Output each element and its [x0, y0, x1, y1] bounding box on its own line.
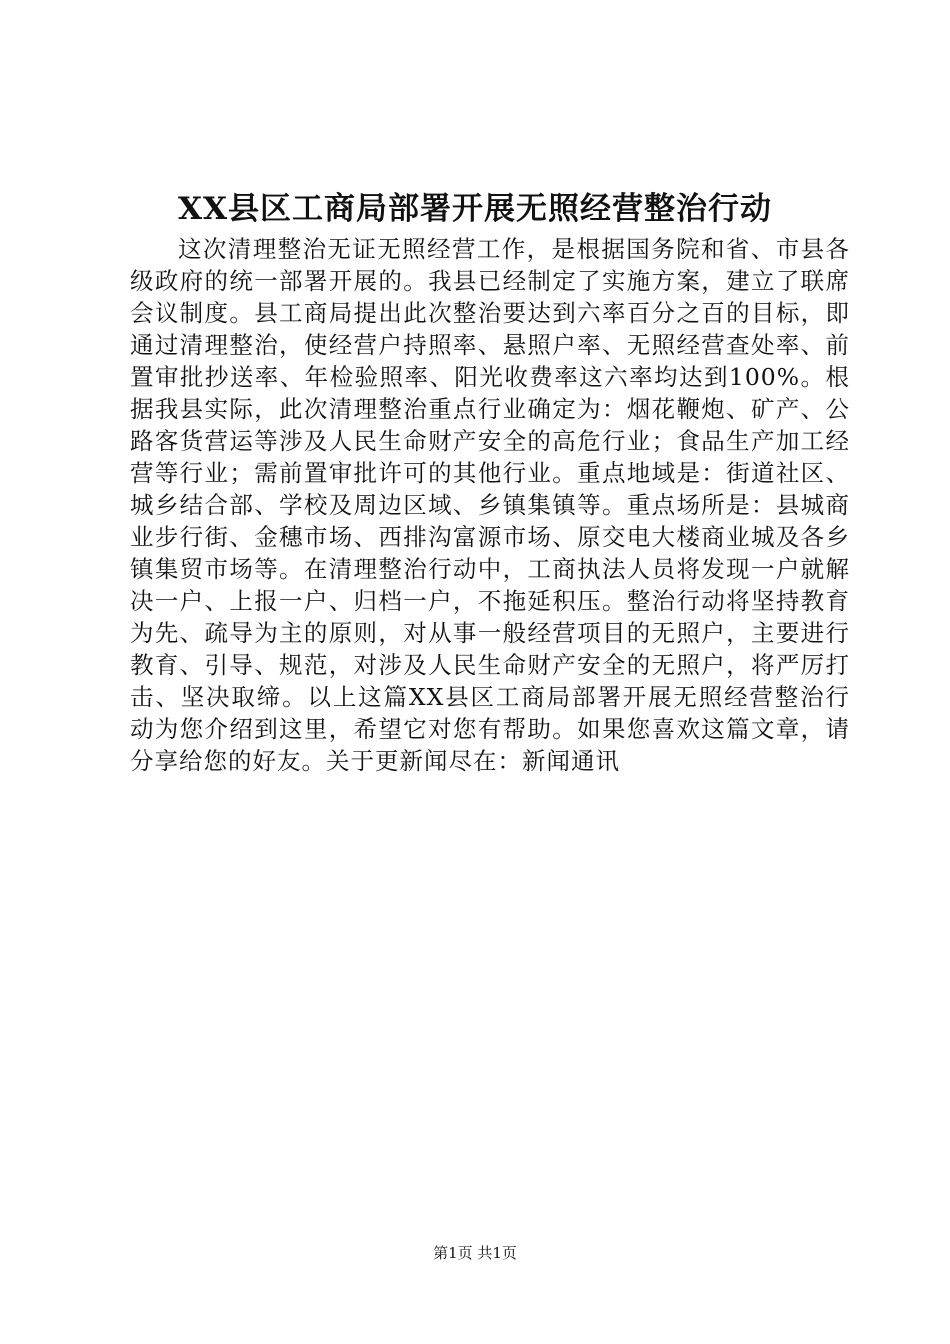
page-footer: 第1页 共1页 — [433, 1244, 517, 1262]
document-title: XX县区工商局部署开展无照经营整治行动 — [177, 191, 773, 227]
body-paragraph: 这次清理整治无证无照经营工作，是根据国务院和省、市县各级政府的统一部署开展的。我县已经制定了实施方案，建立了联席会议制度。县工商局提出此次整治要达到六率百分之百的目标，即通过清理整治，使经营户持照率、悬照户率、无照经营查处率、前置审批抄送率、年检验照率、阳光收费率这六率均达到100%。根据我县实际，此次清理整治重点行业确定为：烟花鞭炮、矿产、公路客货营运等涉及人民生命财产安全的高危行业；食品生产加工经营等行业；需前置审批许可的其他行业。重点地域是：街道社区、城乡结合部、学校及周边区域、乡镇集镇等。重点场所是：县城商业步行街、金穗市场、西排沟富源市场、原交电大楼商业城及各乡镇集贸市场等。在清理整治行动中，工商执法人员将发现一户就解决一户、上报一户、归档一户，不拖延积压。整治行动将坚持教育为先、疏导为主的原则，对从事一般经营项目的无照户，主要进行教育、引导、规范，对涉及人民生命财产安全的无照户，将严厉打击、坚决取缔。以上这篇XX县区工商局部署开展无照经营整治行动为您介绍到这里，希望它对您有帮助。如果您喜欢这篇文章，请分享给您的好友。关于更新闻尽在：新闻通讯 — [130, 235, 850, 775]
